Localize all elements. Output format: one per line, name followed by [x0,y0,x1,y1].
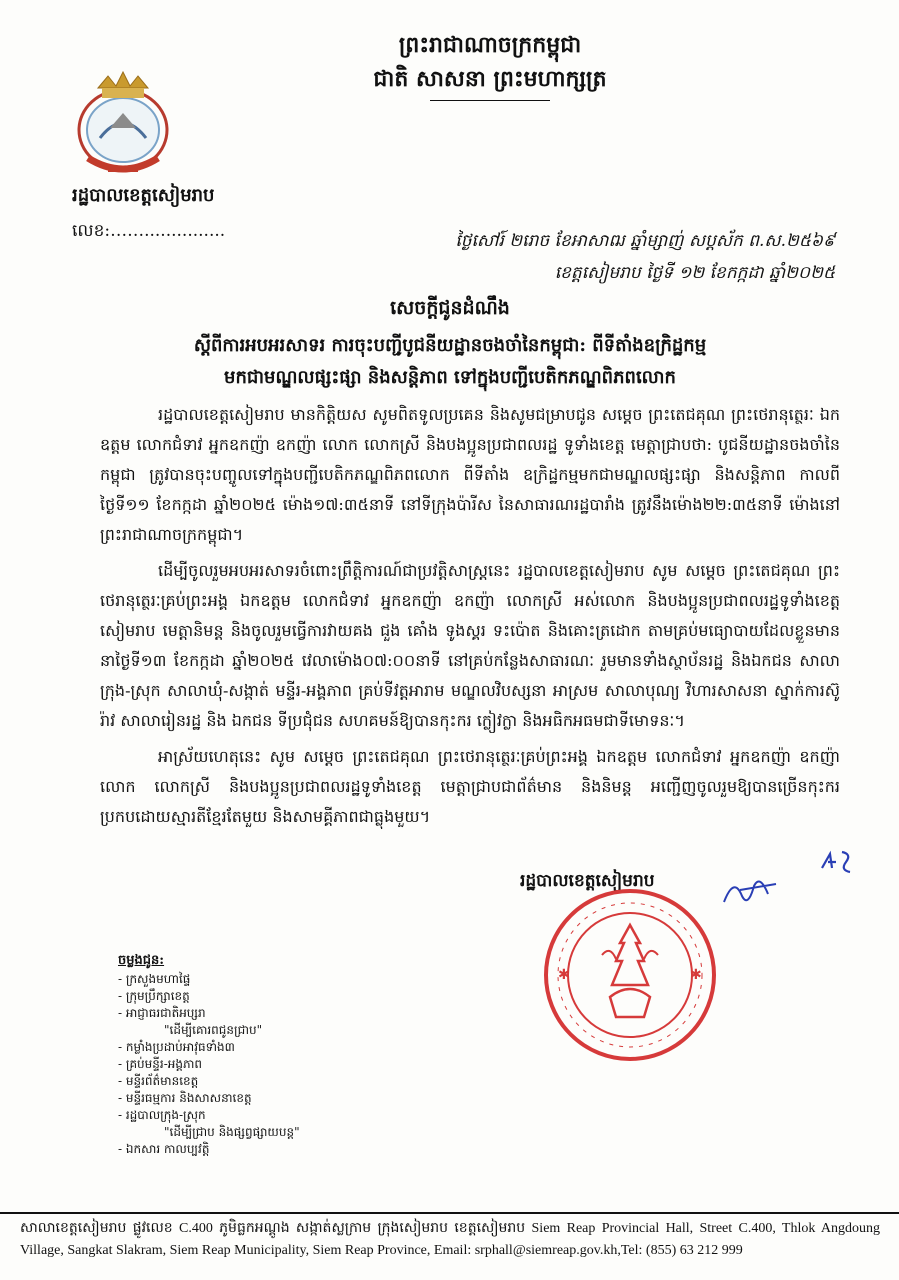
solar-date: ខេត្តសៀមរាប ថ្ងៃទី ១២ ខែកក្កដា ឆ្នាំ២០២៥ [554,263,835,283]
svg-text:✱: ✱ [558,967,570,983]
signature-icon [720,872,780,912]
subject-line-2: មកជាមណ្ឌលផ្សះផ្សា និងសន្តិភាព ទៅក្នុងបញ្ជីបេតិកភណ្ឌពិភពលោក [224,367,676,388]
issuing-office: រដ្ឋបាលខេត្តសៀមរាប [72,185,215,206]
footer-address [20,1218,880,1262]
footer-address-khmer: សាលាខេត្តសៀមរាប ផ្លូវលេខ C.400 ភូមិធ្លកអណ្តូង សង្កាត់ស្លក្រាម ក្រុងសៀមរាប ខេត្តសៀមរាប [20,1221,526,1236]
signing-office: រដ្ឋបាលខេត្តសៀមរាប [520,871,655,891]
recipient-item: - ឯកសារ កាលប្បវត្តិ [118,1142,210,1156]
footer-address-english: Siem Reap Provincial Hall, Street C.400, Thlok Angdoung Village, Sangkat Slakram, Siem Reap Municipality, Siem Reap Province, Email: srphall@siemreap.gov.kh,Tel: (855) 63 212 999 [20,1221,880,1258]
reference-number: លេខ:……............... [72,221,226,241]
recipient-note: "ដើម្បីគោរពជូនជ្រាប" [164,1023,263,1037]
recipient-item: - រដ្ឋបាលក្រុង-ស្រុក [118,1108,206,1122]
header-divider [430,100,550,101]
body-paragraph-3: អាស្រ័យហេតុនេះ សូម សម្តេច ព្រះតេជគុណ ព្រះថេរានុត្ថេរៈគ្រប់ព្រះអង្គ ឯកឧត្តម លោកជំទាវ អ្នកឧកញ៉ា ឧកញ៉ា លោក លោកស្រី និងបងប្អូនប្រជាពលរដ្ឋទូទាំងខេត្ត មេត្តាជ្រាបជាព័ត៌មាន និងនិមន្ត អញ្ជើញចូលរួមឱ្យបានច្រើនកុះករប្រកបដោយស្មារតីខ្មែរតែមួយ និងសាមគ្គីភាពជាធ្លុងមួយ។ [100,747,840,826]
recipients-list [118,952,300,1158]
recipient-item: - ក្រុមប្រឹក្សាខេត្ត [118,989,190,1003]
notice-subject [120,330,780,394]
notice-body [100,400,840,838]
national-motto: ជាតិ សាសនា ព្រះមហាក្សត្រ [373,66,607,92]
recipient-item: - មន្ទីរព័ត៌មានខេត្ត [118,1074,199,1088]
recipient-note: "ដើម្បីជ្រាប និងផ្សព្វផ្សាយបន្ត" [164,1125,300,1139]
recipients-heading: ចម្លងជូន: [118,953,165,968]
kingdom-header [300,28,680,101]
svg-text:✱: ✱ [690,967,702,983]
kingdom-title: ព្រះរាជាណាចក្រកម្ពុជា [398,32,582,58]
recipient-item: - មន្ទីរធម្មការ និងសាសនាខេត្ត [118,1091,252,1105]
recipient-item: - អាជ្ញាធរជាតិអប្សរា [118,1006,206,1020]
official-seal-icon [540,885,720,1065]
notice-title: សេចក្តីជូនដំណឹង [390,297,510,319]
body-paragraph-2: ដើម្បីចូលរួមអបអរសាទរចំពោះព្រឹត្តិការណ៍ជាប្រវត្តិសាស្ត្រនេះ រដ្ឋបាលខេត្តសៀមរាប សូម សម្តេច ព្រះតេជគុណ ព្រះថេរានុត្ថេរៈគ្រប់ព្រះអង្គ ឯកឧត្តម លោកជំទាវ អ្នកឧកញ៉ា ឧកញ៉ា លោកស្រី អស់លោក និងបងប្អូនប្រជាពលរដ្ឋទូទាំងខេត្តសៀមរាប មេត្តានិមន្ត និងចូលរួមធ្វើការវាយគង ជួង គោំង ទូងស្គរ ទះប៉ោត និងគោះត្រដោក តាមគ្រប់មធ្យោបាយដែលខ្លួនមាន នាថ្ងៃទី១៣ ខែកក្កដា ឆ្នាំ២០២៥ វេលាម៉ោង០៧:០០នាទី នៅគ្រប់កន្លែងសាធារណៈ រួមមានទាំងស្ថាប័នរដ្ឋ និងឯកជន សាលាក្រុង-ស្រុក សាលាឃុំ-សង្កាត់ មន្ទីរ-អង្គភាព គ្រប់ទីវត្តអារាម មណ្ឌលវិបស្សនា អាស្រម សាលាបុណ្យ វិហារសាសនា ស្នាក់ការស៊ូរ៉ាវ សាលារៀនរដ្ឋ និង ឯកជន ទីប្រជុំជន សហគមន៍ឱ្យបានកុះករ ក្លៀវក្លា និងអធិកអធមជាទីមោទនៈ។ [100,561,840,730]
recipient-item: - ក្រសួងមហាផ្ទៃ [118,972,191,986]
lunar-date: ថ្ងៃសៅរ៍ ២រោច ខែអាសាឍ ឆ្នាំម្សាញ់ សប្តស័ក ព.ស.២៥៦៩ [455,231,835,251]
initial-mark-icon [818,848,856,876]
provincial-emblem-icon [68,68,178,183]
body-paragraph-1: រដ្ឋបាលខេត្តសៀមរាប មានកិត្តិយស សូមពិតទូលប្រគេន និងសូមជម្រាបជូន សម្តេច ព្រះតេជគុណ ព្រះថេរានុត្ថេរៈ ឯកឧត្តម លោកជំទាវ អ្នកឧកញ៉ា ឧកញ៉ា លោក លោកស្រី និងបងប្អូនប្រជាពលរដ្ឋ ទូទាំងខេត្ត មេត្តាជ្រាបថា: បូជនីយដ្ឋានចងចាំនៃកម្ពុជា ត្រូវបានចុះបញ្ចូលទៅក្នុងបញ្ជីបេតិកភណ្ឌពិភពលោក ពីទីតាំង ឧក្រិដ្ឋកម្មមកជាមណ្ឌលផ្សះផ្សា និងសន្តិភាព កាលពីថ្ងៃទី១១ ខែកក្កដា ឆ្នាំ២០២៥ ម៉ោង១៧:៣៥នាទី នៅទីក្រុងប៉ារីស នៃសាធារណរដ្ឋបារាំង ត្រូវនឹងម៉ោង២២:៣៥នាទី ម៉ោងនៅព្រះរាជាណាចក្រកម្ពុជា។ [100,405,841,544]
footer-divider [0,1212,899,1214]
recipient-item: - កម្លាំងប្រដាប់អាវុធទាំង៣ [118,1040,235,1054]
subject-line-1: ស្តីពីការអបអរសាទរ ការចុះបញ្ជីបូជនីយដ្ឋានចងចាំនៃកម្ពុជា: ពីទីតាំងឧក្រិដ្ឋកម្ម [193,335,707,356]
recipient-item: - គ្រប់មន្ទីរ-អង្គភាព [118,1057,203,1071]
